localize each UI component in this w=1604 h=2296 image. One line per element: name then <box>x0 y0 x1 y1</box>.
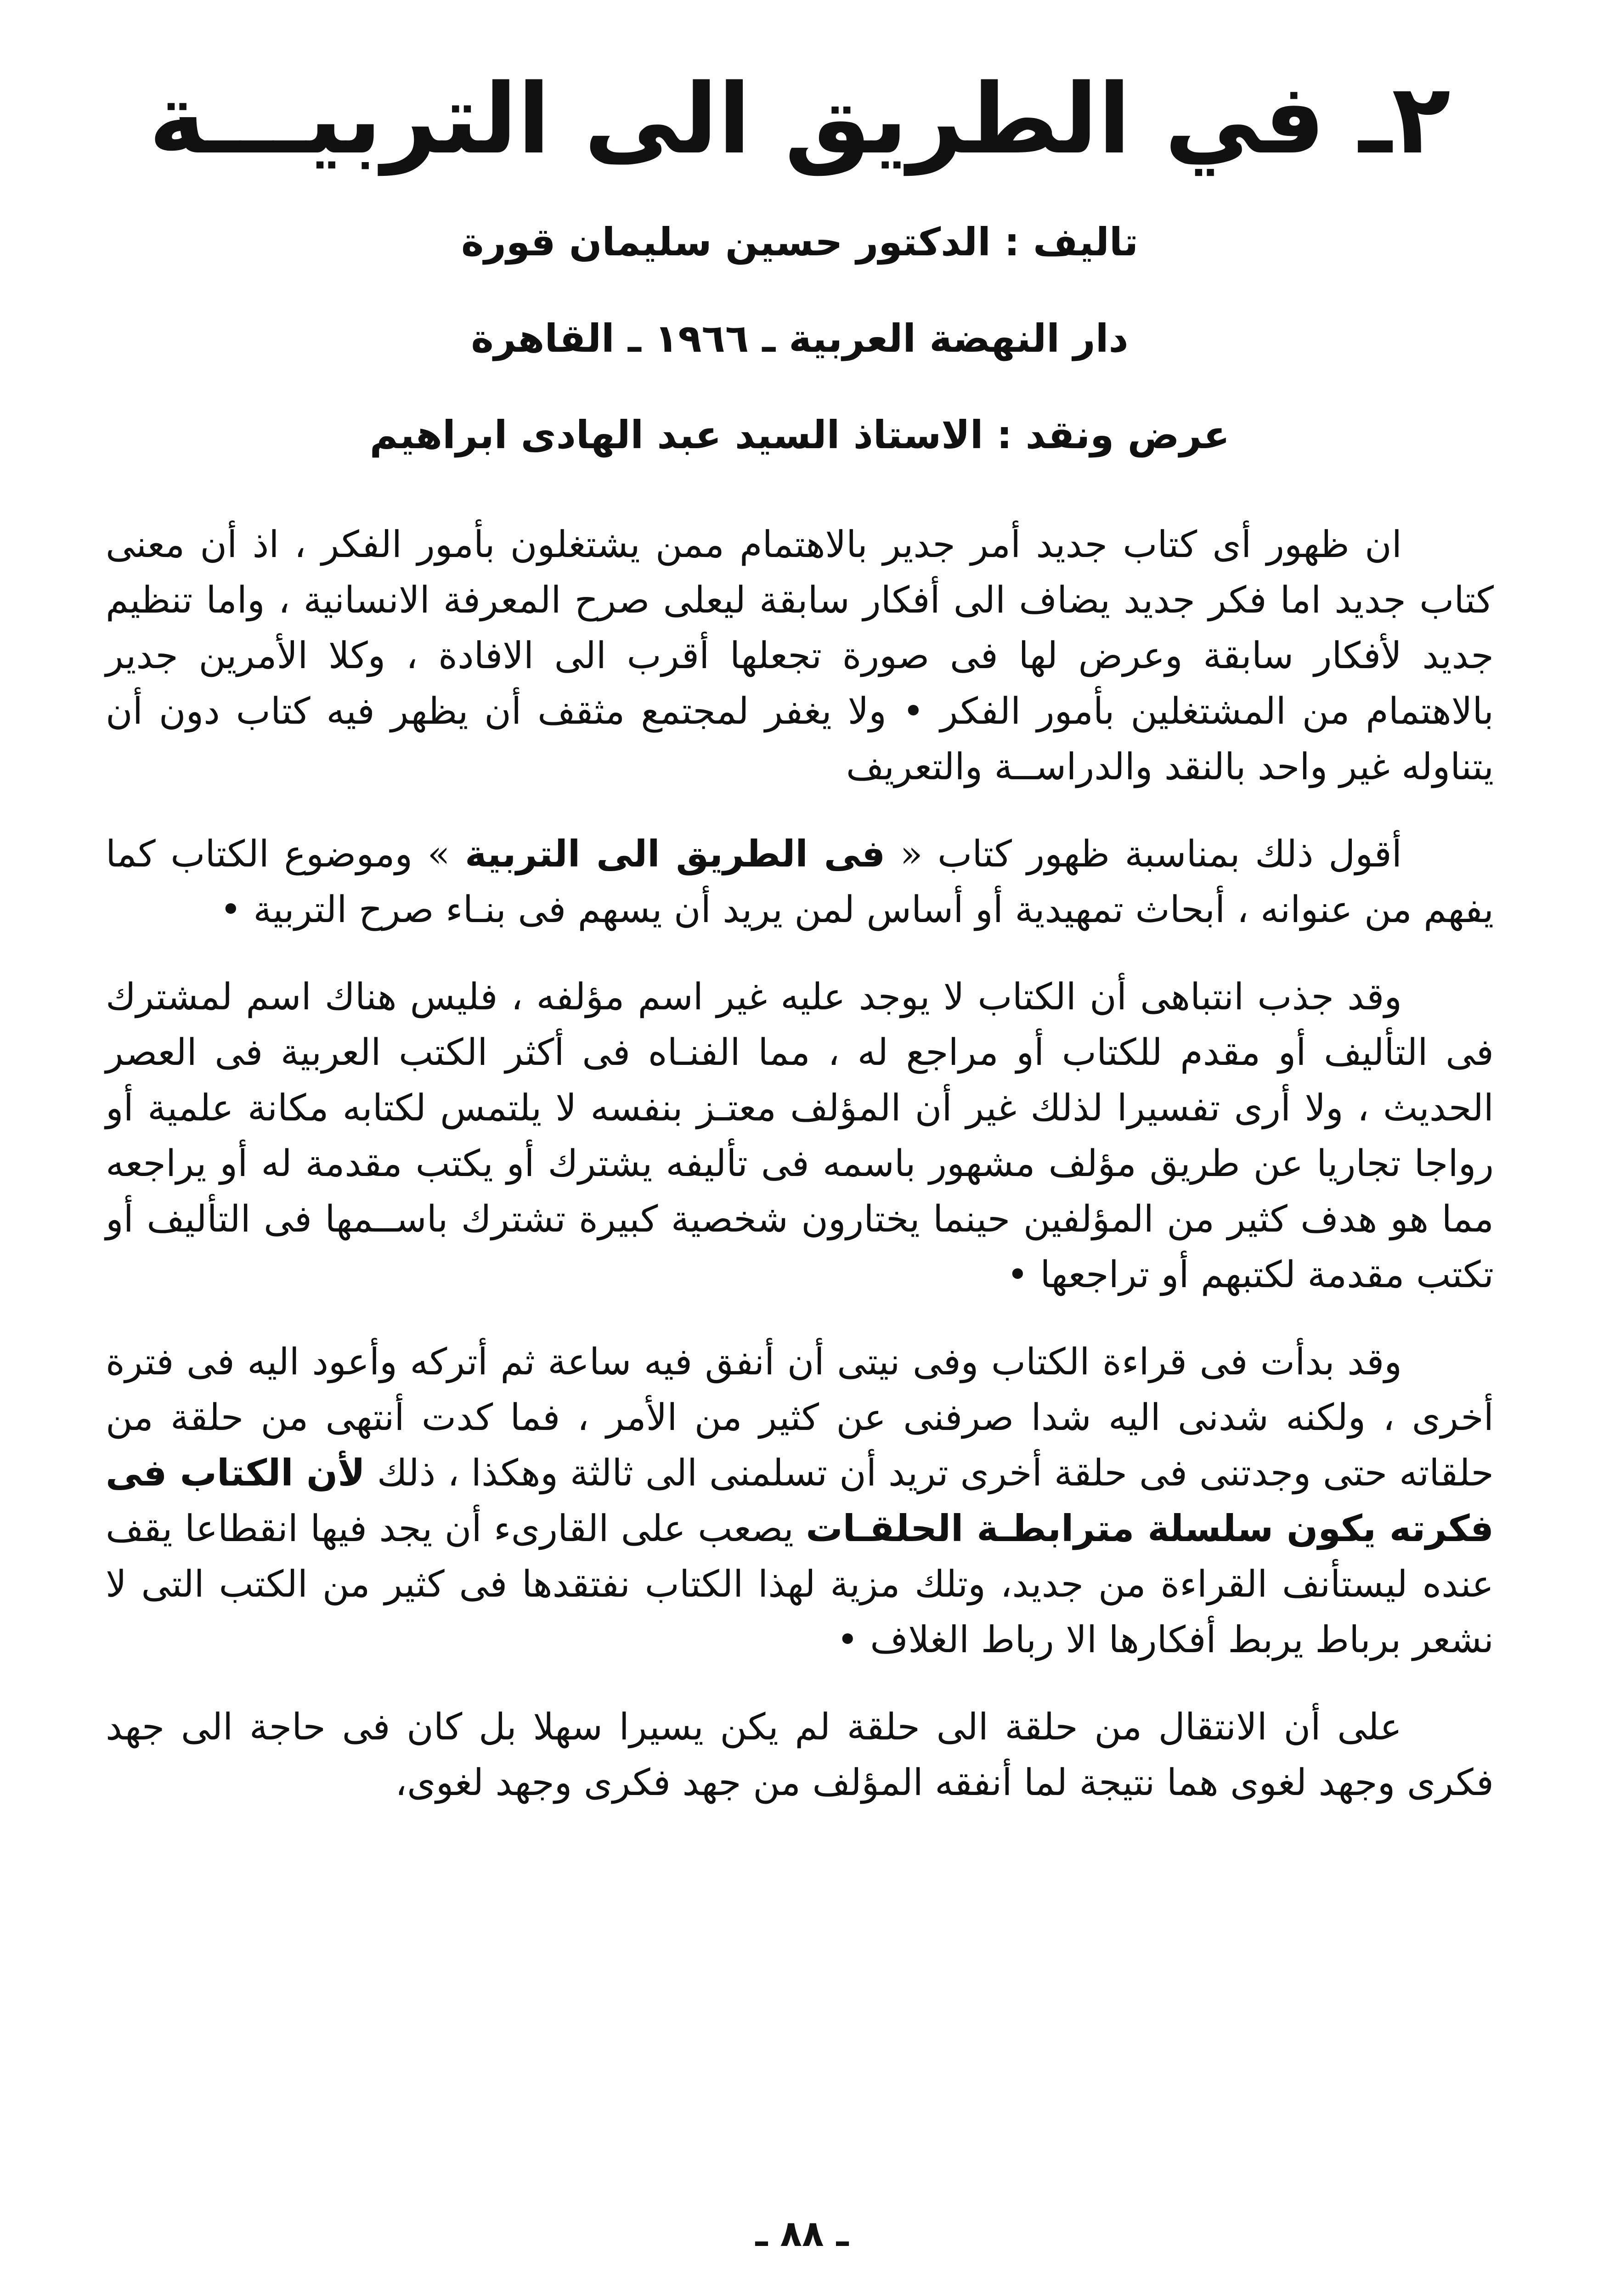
paragraph-4-text-start: وقد بدأت فى قراءة الكتاب وفى نيتى أن أنفق فيه ساعة ثم أتركه وأعود اليه فى فترة أخرى ، ولكنه شدنى اليه شدا صرفنى عن كثير من الأمر ، فما كدت أنتهى من حلقة من حلقاته حتى وجدتنى فى حلقة أخرى تريد أن تسلمنى الى ثالثة وهكذا ، ذلك <box>106 1340 1494 1494</box>
paragraph-1: ان ظهور أى كتاب جديد أمر جدير بالاهتمام ممن يشتغلون بأمور الفكر ، اذ أن معنى كتاب جديد اما فكر جديد يضاف الى أفكار سابقة ليعلى صرح المعرفة الانسانية ، واما تنظيم جديد لأفكار سابقة وعرض لها فى صورة تجعلها أقرب الى الافادة ، وكلا الأمرين جدير بالاهتمام من المشتغلين بأمور الفكر • ولا يغفر لمجتمع مثقف أن يظهر فيه كتاب دون أن يتناوله غير واحد بالنقد والدراســة والتعريف <box>106 523 1494 788</box>
page-number: ـ ٨٨ ـ <box>755 2213 849 2255</box>
paragraph-2-text-start: أقول ذلك بمناسبة ظهور كتاب « <box>885 833 1402 875</box>
paragraph-3: وقد جذب انتباهى أن الكتاب لا يوجد عليه غير اسم مؤلفه ، فليس هناك اسم لمشترك فى التأليف أو مقدم للكتاب أو مراجع له ، مما الفنـاه فى أكثر الكتب العربية فى العصر الحديث ، ولا أرى تفسيرا لذلك غير أن المؤلف معتـز بنفسه لا يلتمس لكتابه مكانة علمية أو رواجا تجاريا عن طريق مؤلف مشهور باسمه فى تأليفه يشترك أو يكتب مقدمة له أو يراجعه مما هو هدف كثير من المؤلفين حينما يختارون شخصية كبيرة تشترك باســمها فى التأليف أو تكتب مقدمة لكتبهم أو تراجعها • <box>106 975 1494 1296</box>
review-line: عرض ونقد : الاستاذ السيد عبد الهادى ابراهيم <box>369 412 1230 457</box>
publisher-line: دار النهضة العربية ـ ١٩٦٦ ـ القاهرة <box>471 316 1129 361</box>
paragraph-2-text-end: » وموضوع الكتاب كما يفهم من عنوانه ، أبحاث تمهيدية أو أساس لمن يريد أن يسهم فى بنـاء صرح التربية • <box>106 833 1494 931</box>
article-body <box>106 517 1494 1810</box>
book-title-reference: فى الطريق الى التربية <box>465 833 886 875</box>
paragraph-4 <box>106 1334 1494 1667</box>
page-title: ٢ـ في الطريق الى التربيـــة <box>148 63 1451 175</box>
paragraph-4-text-end: يصعب على القارىء أن يجد فيها انقطاعا يقف عنده ليستأنف القراءة من جديد، وتلك مزية لهذا الكتاب نفتقدها فى كثير من الكتب التى لا نشعر برباط يربط أفكارها الا رباط الغلاف • <box>106 1507 1494 1661</box>
emphasized-statement: لأن الكتاب فى فكرته يكون سلسلة مترابطـة الحلقـات <box>106 1452 1494 1550</box>
paragraph-5: على أن الانتقال من حلقة الى حلقة لم يكن يسيرا سهلا بل كان فى حاجة الى جهد فكرى وجهد لغوى هما نتيجة لما أنفقه المؤلف من جهد فكرى وجهد لغوى، <box>106 1705 1494 1804</box>
author-line: تاليف : الدكتور حسين سليمان قورة <box>461 219 1139 264</box>
paragraph-2 <box>106 826 1494 937</box>
